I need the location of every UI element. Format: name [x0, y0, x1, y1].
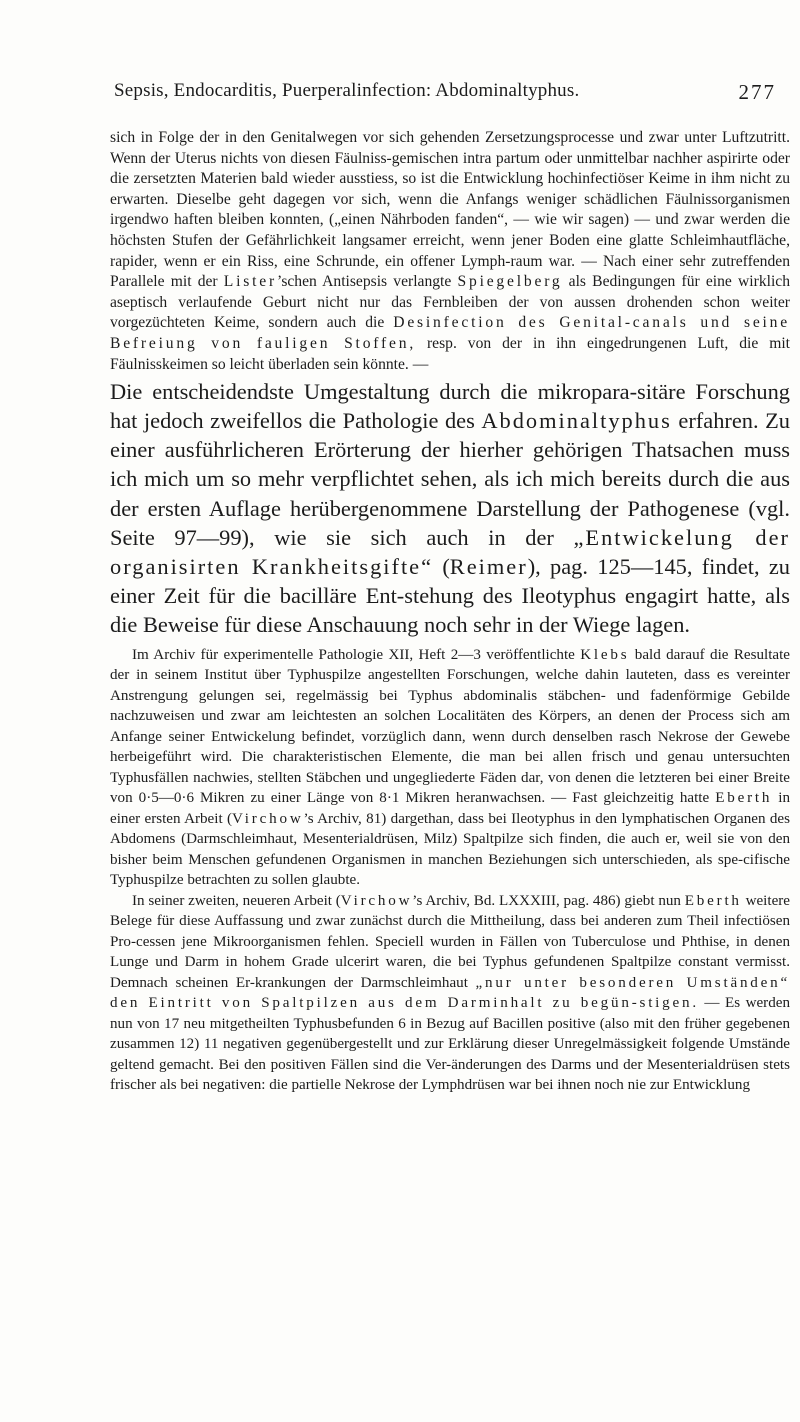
text-run: ’s Archiv, 81) dargethan, dass bei Ileotyphus in den lymphatischen Organen des Abdomens (Darmschleimhaut, Mesenterialdrüsen, Milz) Spaltpilze sich finden, die auch er, weil sie von den bisher beim Menschen gefundenen Organismen in manchen Beziehungen sich unterschieden, als spe-cifische Typhuspilze betrachten zu sollen glaubte.	[110, 810, 790, 889]
text-run: — Es werden nun von 17 neu mitgetheilten Typhusbefunden 6 in Bezug auf Bacillen positive (also mit den früher gegebenen zusammen 12) 11 negativen gegenübergestellt und zur Erklärung dieser Unregelmässigkeit folgende Umstände geltend gemacht. Bei den positiven Fällen sind die Ver-änderungen des Darms und der Mesenterialdrüsen stets frischer als bei negativen: die partielle Nekrose der Lymphdrüsen war bei ihnen noch nie zur Entwicklung	[110, 995, 790, 1094]
text-run: als Bedingungen für eine wirklich aseptisch verlaufende Geburt nicht nur das Fernbleiben der von aussen drohenden schon weiter vorgezüchteten Keime, sondern auch die	[110, 273, 790, 332]
text-run: resp. von der in ihn eingedrungenen Luft, die mit Fäulnisskeimen so leicht überladen sein könnte. —	[110, 334, 790, 373]
name-virchow: Virchow	[340, 892, 413, 909]
emphasis-desinfection: Desinfection des Genital-canals und seine Befreiung von fauligen Stoffen,	[110, 314, 790, 352]
text-run: in einer ersten Arbeit (	[110, 790, 791, 827]
name-eberth: Eberth	[684, 892, 742, 909]
text-run: (	[433, 553, 450, 579]
emphasis-abdominaltyphus: Abdominaltyphus	[481, 408, 672, 434]
text-run: Die entscheidendste Umgestaltung durch die mikropara-sitäre Forschung hat jedoch zweifellos die Pathologie des	[110, 379, 790, 434]
text-run: sich in Folge der in den Genitalwegen vor sich gehenden Zersetzungsprocesse und zwar unter Luftzutritt. Wenn der Uterus nichts von diesen Fäulniss-gemischen intra partum oder unmittelbar nachher aspirirte oder die zersetzten Materien bald wieder ausstiess, so ist die Entwicklung hochinfectiöser Keime in ihm nicht zu erwarten. Dieselbe geht dagegen vor sich, wenn die Anfangs weniger schädlichen Fäulnissorganismen irgendwo haften bleiben konnten, („einen Nährboden fanden“, — wie wir sagen) — und zwar werden die höchsten Stufen der Gefährlichkeit langsamer erreicht, wenn jener Boden eine glatte Schleimhautfläche, rapider, wenn er ein Riss, eine Schrunde, ein offener Lymph-raum war. — Nach einer sehr zutreffenden Parallele mit der	[110, 129, 790, 291]
paragraph-eberth	[110, 891, 790, 1096]
book-title-entwickelung: „Entwickelung der organisirten Krankheitsgifte“	[110, 524, 790, 579]
paragraph-klebs	[110, 645, 790, 891]
text-run: ’s Archiv, Bd. LXXXIII, pag. 486) giebt nun	[412, 892, 685, 909]
page-header	[90, 80, 790, 110]
paragraph-abdominaltyphus	[110, 377, 790, 639]
text-run: erfahren. Zu einer ausführlicheren Erörterung der hierher gehörigen Thatsachen muss ich mich um so mehr verpflichtet sehen, als ich mich bereits durch die aus der ersten Auflage herübergenommene Darstellung der Pathogenese (vgl. Seite 97—99), wie sie sich auch in der	[110, 408, 791, 550]
running-title: Sepsis, Endocarditis, Puerperalinfection: Abdominaltyphus.	[114, 80, 580, 101]
name-eberth: Eberth	[715, 790, 773, 807]
text-run: Im Archiv für experimentelle Pathologie XII, Heft 2—3 veröffentlichte	[132, 646, 581, 663]
text-run: ), pag. 125—145, findet, zu einer Zeit für die bacilläre Ent-stehung des Ileotyphus engagirt hatte, als die Beweise für diese Anschauung noch sehr in der Wiege lagen.	[110, 553, 790, 637]
emphasis-quote: „nur unter besonderen Umständen“ den Eintritt von Spaltpilzen aus dem Darminhalt zu begün-stigen.	[110, 974, 790, 1012]
text-run: bald darauf die Resultate der in seinem Institut über Typhuspilze angestellten Forschungen, welche dahin lauteten, dass es vereinter Anstrengung gelungen sei, regelmässig bei Typhus abdominalis stäbchen- und fadenförmige Gebilde nachzuweisen und zwar am leichtesten an solchen Localitäten des Körpers, an denen der Process sich am Anfange seiner Entwickelung befindet, vorzüglich dann, wenn durch denselben rasch Nekrose der Gewebe herbeigeführt wird. Die charakteristischen Elemente, die man bei allen frisch und genau untersuchten Typhusfällen nachwies, stellten Stäbchen und ungegliederte Fäden dar, von denen die letzteren bei einer Breite von 0·5—0·6 Mikren zu einer Länge von 8·1 Mikren heranwachsen. — Fast gleichzeitig hatte	[110, 646, 790, 807]
text-run: ’schen Antisepsis verlangte	[276, 273, 458, 291]
body-text	[110, 128, 790, 1096]
text-run: In seiner zweiten, neueren Arbeit (	[132, 892, 341, 909]
page-number: 277	[738, 80, 776, 104]
paragraph-septic-infection	[110, 128, 790, 375]
name-spiegelberg: Spiegelberg	[457, 273, 563, 291]
name-klebs: Klebs	[580, 646, 630, 663]
text-run: weitere Belege für diese Auffassung und zwar zunächst durch die Mittheilung, dass bei anderen zum Theil infectiösen Pro-cessen jene Mikroorganismen fehlen. Speciell wurden in Fällen von Tuberculose und Phthise, in denen Lunge und Darm in hohem Grade ulcerirt waren, die bei Typhus gefundenen Spaltpilze constant vermisst. Demnach scheinen Er-krankungen der Darmschleimhaut	[110, 892, 790, 991]
name-virchow: Virchow	[232, 810, 304, 827]
name-reimer: Reimer	[449, 553, 528, 579]
name-lister: Lister	[223, 273, 277, 291]
